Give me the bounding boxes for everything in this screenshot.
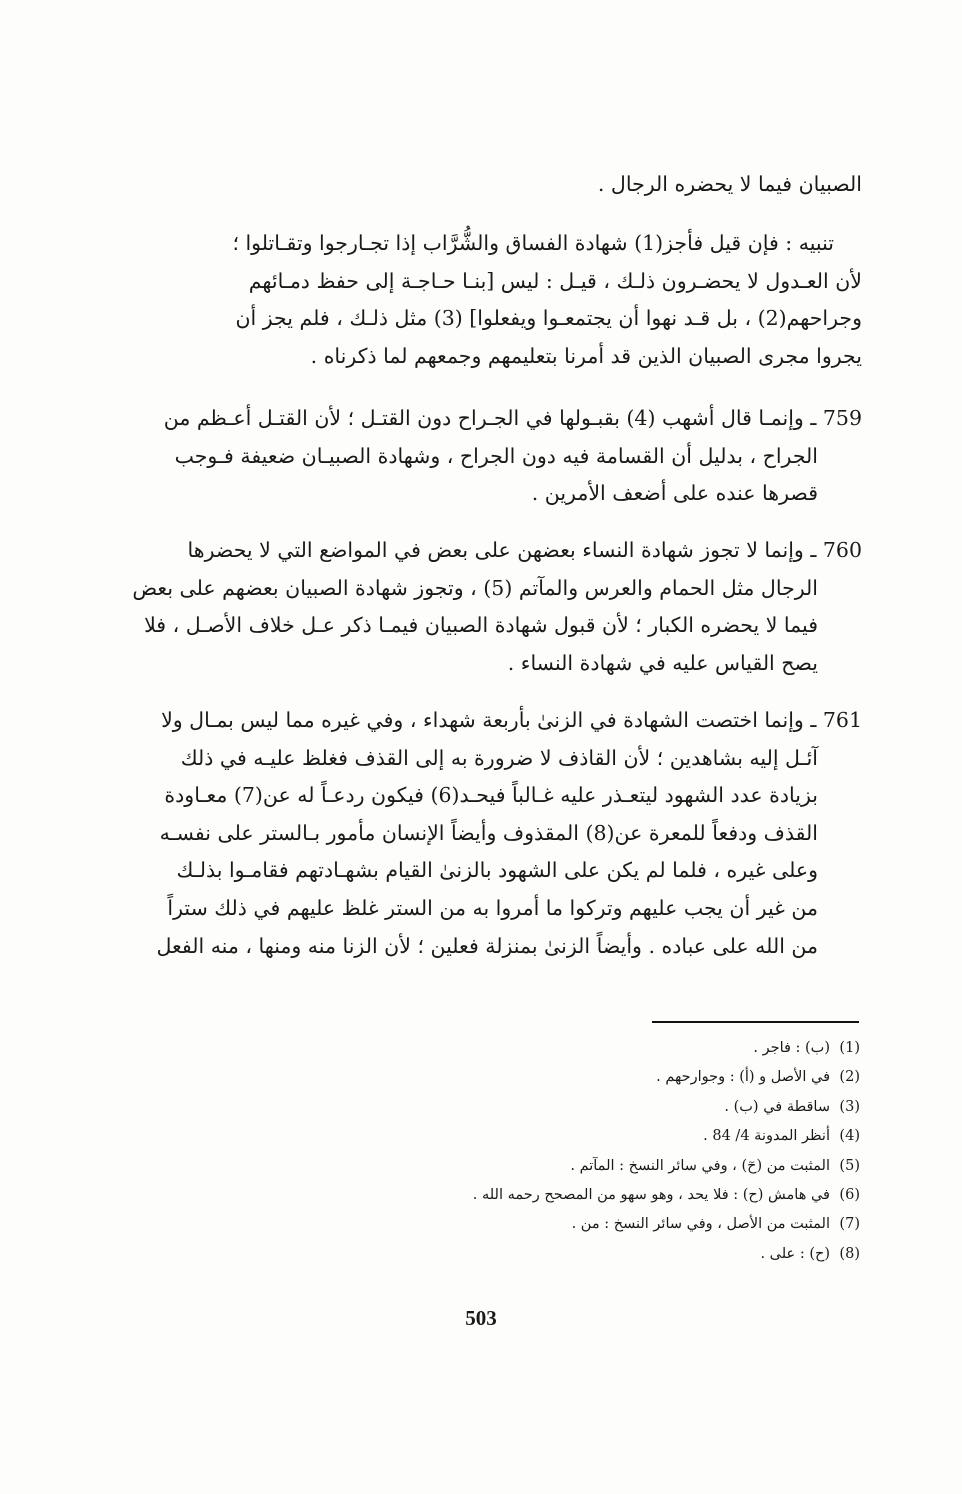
footnote-text: أنظر المدونة 4/ 84 . — [703, 1128, 830, 1145]
footnote — [300, 1093, 860, 1122]
footnote-number: (2) — [839, 1069, 860, 1086]
text-line: يصح القياس عليه في شهادة النساء . — [507, 650, 818, 675]
footnote — [300, 1210, 860, 1239]
text-line: 760 ـ وإنما لا تجوز شهادة النساء بعضهن على بعض في المواضع التي لا يحضرها — [187, 538, 862, 562]
text-line: تنبيه : فإن قيل فأجز(1) شهادة الفساق والشُّرَّاب إذا تجـارجوا وتقـاتلوا ؛ — [232, 231, 834, 255]
text-line: بزيادة عدد الشهود ليتعـذر عليه غـالباً فيحـد(6) فيكون ردعـاً له عن(7) معـاودة — [164, 783, 818, 808]
paragraph-761 — [128, 702, 862, 965]
text-line: لأن العـدول لا يحضـرون ذلـك ، قيـل : ليس [بنـا حـاجـة إلى حفظ دمـائهم — [248, 268, 862, 293]
page-number: 503 — [465, 1306, 497, 1330]
footnote-number: (3) — [839, 1098, 860, 1115]
footnote-number: (4) — [839, 1128, 860, 1145]
text-line: القذف ودفعاً للمعرة عن(8) المقذوف وأيضاً الإنسان مأمور بـالستر على نفسـه — [159, 820, 818, 845]
footnotes-list — [300, 1034, 860, 1269]
text-line: الصبيان فيما لا يحضره الرجال . — [597, 172, 862, 196]
paragraph-tanbih — [128, 225, 862, 375]
footnote-number: (1) — [839, 1040, 860, 1056]
text-line: 761 ـ وإنما اختصت الشهادة في الزنىٰ بأربعة شهداء ، وفي غيره مما ليس بمـال ولا — [161, 708, 862, 732]
text-line: من الله على عباده . وأيضاً الزنىٰ بمنزلة فعلين ؛ لأن الزنا منه ومنها ، منه الفعل — [156, 933, 818, 958]
footnote-text: المثبت من (حٓ) ، وفي سائر النسخ : المآتم . — [570, 1157, 830, 1174]
footnote-number: (6) — [839, 1187, 860, 1204]
footnote — [300, 1181, 860, 1210]
footnote-number: (5) — [839, 1157, 860, 1174]
footnote-number: (8) — [839, 1245, 860, 1262]
footnote-text: في الأصل و (أ) : وجوارحهم . — [656, 1069, 830, 1086]
text-line: 759 ـ وإنمـا قال أشهب (4) بقبـولها في الجـراح دون القتـل ؛ لأن القتـل أعـظم من — [163, 406, 862, 430]
text-line: فيما لا يحضره الكبار ؛ لأن قبول شهادة الصبيان فيمـا ذكر عـل خلاف الأصـل ، فلا — [144, 613, 818, 638]
paragraph-continuation — [128, 166, 862, 204]
footnote-text: المثبت من الأصل ، وفي سائر النسخ : من . — [571, 1216, 830, 1233]
footnote — [300, 1240, 860, 1269]
text-line: الرجال مثل الحمام والعرس والمآتم (5) ، وتجوز شهادة الصبيان بعضهم على بعض — [132, 575, 818, 600]
footnote-text: ساقطة في (ب) . — [724, 1098, 830, 1115]
text-line: وعلى غيره ، فلما لم يكن على الشهود بالزنىٰ القيام بشهـادتهم فقامـوا بذلـك — [176, 858, 818, 883]
footnote-divider — [652, 1021, 859, 1023]
paragraph-759 — [128, 400, 862, 513]
footnote-text: (ب) : فاجر . — [753, 1040, 830, 1056]
footnote — [300, 1063, 860, 1092]
footnote-number: (7) — [839, 1216, 860, 1233]
text-line: من غير أن يجب عليهم وتركوا ما أمروا به من الستر غلظ عليهم في ذلك ستراً — [167, 895, 818, 920]
paragraph-760 — [128, 532, 862, 682]
footnote — [300, 1152, 860, 1181]
footnote — [300, 1122, 860, 1151]
text-line: الجراح ، بدليل أن القسامة فيه دون الجراح ، وشهادة الصبيـان ضعيفة فـوجب — [174, 443, 818, 468]
footnote — [300, 1034, 860, 1063]
text-line: آئـل إليه بشاهدين ؛ لأن القاذف لا ضرورة به إلى القذف فغلظ عليـه في ذلك — [180, 745, 818, 770]
footnote-text: (ح) : على . — [760, 1245, 830, 1262]
text-line: يجروا مجرى الصبيان الذين قد أمرنا بتعليمهم وجمعهم لما ذكرناه . — [310, 343, 862, 368]
footnote-text: في هامش (ح) : فلا يحد ، وهو سهو من المصحح رحمه الله . — [472, 1187, 830, 1204]
text-line: قصرها عنده على أضعف الأمرين . — [531, 481, 818, 506]
text-line: وجراحهم(2) ، بل قـد نهوا أن يجتمعـوا ويفعلوا] (3) مثل ذلـك ، فلم يجز أن — [235, 306, 862, 331]
